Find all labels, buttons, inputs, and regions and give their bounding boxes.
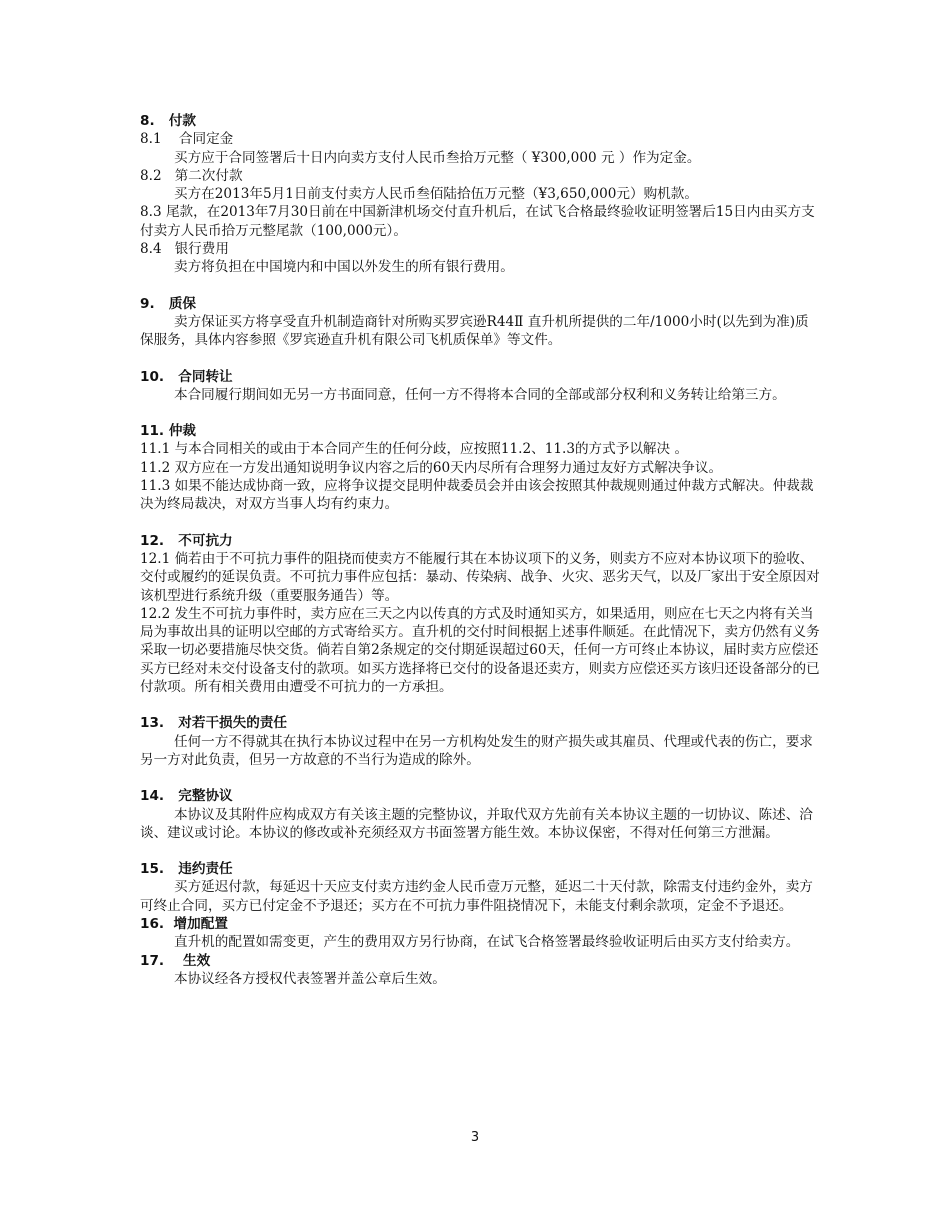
clause-text: 卖方将负担在中国境内和中国以外发生的所有银行费用。 xyxy=(174,259,514,276)
section-payment xyxy=(140,112,820,277)
section-force-majeure xyxy=(140,532,820,697)
clause-text: 卖方保证买方将享受直升机制造商针对所购买罗宾逊R44Ⅱ 直升机所提供的二年/1000小时(以先到为准)质保服务，具体内容参照《罗宾逊直升机有限公司飞机质保单》等文件。 xyxy=(140,313,809,349)
clause-text: 12.2 发生不可抗力事件时，卖方应在三天之内以传真的方式及时通知买方，如果适用，则应在七天之内将有关当局为事故出具的证明以空邮的方式寄给买方。直升机的交付时间根据上述事件顺延。在此情况下，卖方仍然有义务采取一切必要措施尽快交货。倘若自第2条规定的交付期延误超过60天，任何一方可终止本协议，届时卖方应偿还买方已经对未交付设备支付的款项。如买方选择将已交付的设备退还卖方，则卖方应偿还买方该归还设备部分的已付款项。所有相关费用由遭受不可抗力的一方承担。 xyxy=(140,605,820,696)
clause-text: 直升机的配置如需变更，产生的费用双方另行协商，在试飞合格签署最终验收证明后由买方支付给卖方。 xyxy=(174,934,800,951)
section-heading: 14. 完整协议 xyxy=(140,788,233,805)
section-heading: 16. 增加配置 xyxy=(140,915,228,932)
section-heading: 8. 付款 xyxy=(140,113,197,129)
clause-text: 8.3 尾款，在2013年7月30日前在中国新津机场交付直升机后，在试飞合格最终验收证明签署后15日内由买方支付卖方人民币拾万元整尾款（100,000元）。 xyxy=(140,204,815,239)
clause-text: 本协议及其附件应构成双方有关该主题的完整协议，并取代双方先前有关本协议主题的一切协议、陈述、洽谈、建议或讨论。本协议的修改或补充须经双方书面签署方能生效。本协议保密，不得对任何第三方泄漏。 xyxy=(140,806,813,841)
clause-title: 8.1 合同定金 xyxy=(140,131,234,148)
section-heading: 12. 不可抗力 xyxy=(140,532,233,549)
section-additional-configuration xyxy=(140,915,820,952)
section-entire-agreement xyxy=(140,787,820,842)
section-heading: 9. 质保 xyxy=(140,295,197,312)
clause-text: 本合同履行期间如无另一方书面同意，任何一方不得将本合同的全部或部分权利和义务转让给第三方。 xyxy=(174,386,786,403)
section-heading: 15. 违约责任 xyxy=(140,861,233,878)
clause-text: 12.1 倘若由于不可抗力事件的阻挠而使卖方不能履行其在本协议项下的义务，则卖方不应对本协议项下的验收、交付或履约的延误负责。不可抗力事件应包括：暴动、传染病、战争、火灾、恶劣天气，以及厂家出于安全原因对该机型进行系统升级（重要服务通告）等。 xyxy=(140,550,820,604)
contract-body xyxy=(140,112,820,988)
section-arbitration xyxy=(140,422,820,513)
page-number: 3 xyxy=(470,1130,480,1145)
section-heading: 17. 生效 xyxy=(140,952,211,969)
clause-text: 11.2 双方应在一方发出通知说明争议内容之后的60天内尽所有合理努力通过友好方式解决争议。 xyxy=(140,459,723,476)
clause-text: 11.3 如果不能达成协商一致，应将争议提交昆明仲裁委员会并由该会按照其仲裁规则通过仲裁方式解决。仲裁裁决为终局裁决，对双方当事人均有约束力。 xyxy=(140,478,814,513)
section-assignment xyxy=(140,368,820,405)
section-breach xyxy=(140,860,820,915)
section-heading: 10. 合同转让 xyxy=(140,368,233,385)
section-liability xyxy=(140,714,820,769)
clause-text: 买方延迟付款，每延迟十天应支付卖方违约金人民币壹万元整，延迟二十天付款，除需支付违约金外，卖方可终止合同，买方已付定金不予退还；买方在不可抗力事件阻挠情况下，未能支付剩余款项，定金不予退还。 xyxy=(140,879,813,914)
clause-title: 8.2 第二次付款 xyxy=(140,167,243,184)
clause-title: 8.4 银行费用 xyxy=(140,241,229,258)
clause-text: 本协议经各方授权代表签署并盖公章后生效。 xyxy=(174,970,446,987)
section-effectiveness xyxy=(140,952,820,989)
clause-text: 买方应于合同签署后十日内向卖方支付人民币叁拾万元整（ ¥300,000 元 ）作为定金。 xyxy=(174,149,701,166)
clause-text: 任何一方不得就其在执行本协议过程中在另一方机构处发生的财产损失或其雇员、代理或代表的伤亡，要求另一方对此负责，但另一方故意的不当行为造成的除外。 xyxy=(140,733,813,768)
clause-text: 11.1 与本合同相关的或由于本合同产生的任何分歧，应按照11.2、11.3的方式予以解决 。 xyxy=(140,441,689,458)
section-heading: 11. 仲裁 xyxy=(140,423,197,440)
clause-text: 买方在2013年5月1日前支付卖方人民币叁佰陆拾伍万元整（¥3,650,000元）购机款。 xyxy=(174,186,698,203)
section-heading: 13. 对若干损失的责任 xyxy=(140,715,288,732)
section-warranty xyxy=(140,295,820,350)
